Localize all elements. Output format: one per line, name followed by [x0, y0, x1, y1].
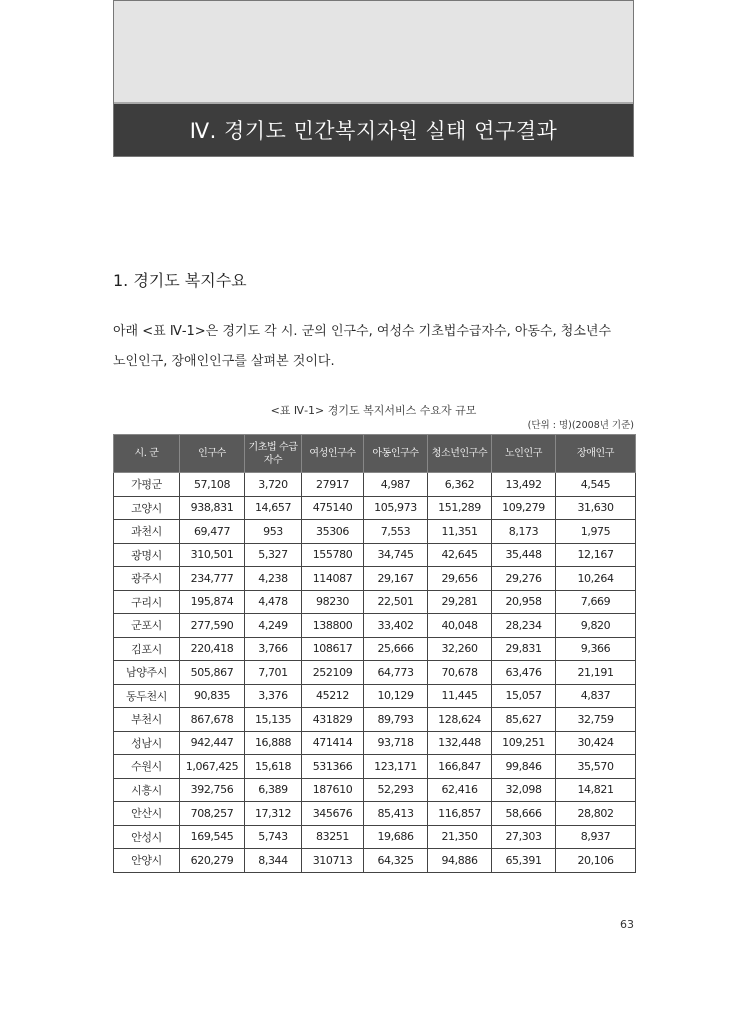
cell-basic-recipients: 3,766 — [245, 637, 302, 661]
cell-disabled: 9,820 — [556, 614, 636, 638]
cell-population: 195,874 — [180, 590, 245, 614]
table-row — [114, 731, 636, 755]
cell-women: 345676 — [302, 802, 364, 826]
cell-elderly: 20,958 — [492, 590, 556, 614]
table-row — [114, 637, 636, 661]
cell-region: 광주시 — [114, 567, 180, 591]
cell-region: 군포시 — [114, 614, 180, 638]
cell-women: 27917 — [302, 473, 364, 497]
cell-youth: 32,260 — [428, 637, 492, 661]
cell-population: 90,835 — [180, 684, 245, 708]
cell-women: 83251 — [302, 825, 364, 849]
cell-basic-recipients: 4,249 — [245, 614, 302, 638]
cell-elderly: 63,476 — [492, 661, 556, 685]
cell-children: 52,293 — [364, 778, 428, 802]
cell-youth: 116,857 — [428, 802, 492, 826]
table-row — [114, 567, 636, 591]
cell-youth: 132,448 — [428, 731, 492, 755]
table-row — [114, 520, 636, 544]
table-unit-note: (단위 : 명)(2008년 기준) — [527, 420, 634, 431]
cell-youth: 21,350 — [428, 825, 492, 849]
cell-disabled: 28,802 — [556, 802, 636, 826]
cell-elderly: 32,098 — [492, 778, 556, 802]
cell-disabled: 4,837 — [556, 684, 636, 708]
cell-women: 252109 — [302, 661, 364, 685]
cell-elderly: 29,276 — [492, 567, 556, 591]
chapter-title: Ⅳ. 경기도 민간복지자원 실태 연구결과 — [114, 102, 633, 156]
cell-basic-recipients: 17,312 — [245, 802, 302, 826]
cell-region: 성남시 — [114, 731, 180, 755]
cell-region: 시흥시 — [114, 778, 180, 802]
cell-population: 392,756 — [180, 778, 245, 802]
table-row — [114, 496, 636, 520]
cell-region: 고양시 — [114, 496, 180, 520]
cell-children: 4,987 — [364, 473, 428, 497]
table-row — [114, 661, 636, 685]
cell-basic-recipients: 15,618 — [245, 755, 302, 779]
cell-women: 471414 — [302, 731, 364, 755]
table-row — [114, 849, 636, 873]
cell-disabled: 21,191 — [556, 661, 636, 685]
cell-youth: 166,847 — [428, 755, 492, 779]
cell-region: 동두천시 — [114, 684, 180, 708]
cell-women: 138800 — [302, 614, 364, 638]
cell-disabled: 14,821 — [556, 778, 636, 802]
cell-youth: 29,656 — [428, 567, 492, 591]
cell-region: 수원시 — [114, 755, 180, 779]
cell-elderly: 29,831 — [492, 637, 556, 661]
table-row — [114, 708, 636, 732]
cell-elderly: 13,492 — [492, 473, 556, 497]
cell-women: 475140 — [302, 496, 364, 520]
table-header-row — [114, 435, 636, 473]
cell-women: 98230 — [302, 590, 364, 614]
cell-youth: 29,281 — [428, 590, 492, 614]
cell-children: 85,413 — [364, 802, 428, 826]
cell-disabled: 9,366 — [556, 637, 636, 661]
cell-women: 155780 — [302, 543, 364, 567]
cell-basic-recipients: 8,344 — [245, 849, 302, 873]
cell-population: 277,590 — [180, 614, 245, 638]
cell-women: 187610 — [302, 778, 364, 802]
cell-elderly: 27,303 — [492, 825, 556, 849]
cell-region: 과천시 — [114, 520, 180, 544]
intro-paragraph — [113, 317, 637, 377]
table-row — [114, 802, 636, 826]
cell-basic-recipients: 953 — [245, 520, 302, 544]
cell-region: 안산시 — [114, 802, 180, 826]
cell-elderly: 65,391 — [492, 849, 556, 873]
cell-population: 708,257 — [180, 802, 245, 826]
cell-basic-recipients: 5,327 — [245, 543, 302, 567]
cell-region: 안성시 — [114, 825, 180, 849]
cell-disabled: 30,424 — [556, 731, 636, 755]
cell-region: 가평군 — [114, 473, 180, 497]
page-number: 63 — [620, 918, 634, 931]
cell-disabled: 10,264 — [556, 567, 636, 591]
cell-basic-recipients: 3,720 — [245, 473, 302, 497]
cell-elderly: 8,173 — [492, 520, 556, 544]
cell-youth: 70,678 — [428, 661, 492, 685]
table-row — [114, 778, 636, 802]
cell-elderly: 109,279 — [492, 496, 556, 520]
col-header-basic-recipients — [245, 435, 302, 473]
cell-region: 구리시 — [114, 590, 180, 614]
cell-basic-recipients: 16,888 — [245, 731, 302, 755]
table-row — [114, 755, 636, 779]
cell-youth: 151,289 — [428, 496, 492, 520]
cell-population: 169,545 — [180, 825, 245, 849]
cell-population: 220,418 — [180, 637, 245, 661]
table-row — [114, 684, 636, 708]
cell-basic-recipients: 4,478 — [245, 590, 302, 614]
cell-women: 114087 — [302, 567, 364, 591]
cell-population: 867,678 — [180, 708, 245, 732]
col-header-youth: 청소년인구수 — [428, 435, 492, 473]
cell-region: 남양주시 — [114, 661, 180, 685]
intro-line-1: 아래 <표 Ⅳ-1>은 경기도 각 시. 군의 인구수, 여성수 기초법수급자수, 아동수, 청소년수 — [113, 324, 612, 339]
cell-women: 531366 — [302, 755, 364, 779]
col-header-disabled: 장애인구 — [556, 435, 636, 473]
table-row — [114, 614, 636, 638]
cell-elderly: 35,448 — [492, 543, 556, 567]
col-header-region: 시. 군 — [114, 435, 180, 473]
cell-basic-recipients: 14,657 — [245, 496, 302, 520]
cell-women: 45212 — [302, 684, 364, 708]
cell-youth: 62,416 — [428, 778, 492, 802]
cell-basic-recipients: 5,743 — [245, 825, 302, 849]
cell-disabled: 4,545 — [556, 473, 636, 497]
cell-basic-recipients: 15,135 — [245, 708, 302, 732]
cell-children: 33,402 — [364, 614, 428, 638]
cell-basic-recipients: 6,389 — [245, 778, 302, 802]
col-header-population: 인구수 — [180, 435, 245, 473]
cell-basic-recipients: 7,701 — [245, 661, 302, 685]
chapter-header — [113, 0, 634, 157]
cell-disabled: 31,630 — [556, 496, 636, 520]
section-title: 1. 경기도 복지수요 — [113, 271, 247, 290]
cell-region: 광명시 — [114, 543, 180, 567]
table-caption: <표 Ⅳ-1> 경기도 복지서비스 수요자 규모 — [270, 404, 477, 417]
cell-population: 505,867 — [180, 661, 245, 685]
cell-disabled: 1,975 — [556, 520, 636, 544]
cell-disabled: 7,669 — [556, 590, 636, 614]
cell-disabled: 35,570 — [556, 755, 636, 779]
cell-youth: 94,886 — [428, 849, 492, 873]
cell-youth: 11,445 — [428, 684, 492, 708]
cell-elderly: 85,627 — [492, 708, 556, 732]
cell-population: 57,108 — [180, 473, 245, 497]
cell-children: 64,773 — [364, 661, 428, 685]
cell-elderly: 15,057 — [492, 684, 556, 708]
cell-basic-recipients: 3,376 — [245, 684, 302, 708]
cell-elderly: 109,251 — [492, 731, 556, 755]
cell-population: 69,477 — [180, 520, 245, 544]
cell-region: 안양시 — [114, 849, 180, 873]
table-body — [114, 473, 636, 873]
cell-children: 89,793 — [364, 708, 428, 732]
cell-disabled: 8,937 — [556, 825, 636, 849]
cell-children: 10,129 — [364, 684, 428, 708]
col-header-elderly: 노인인구 — [492, 435, 556, 473]
cell-population: 234,777 — [180, 567, 245, 591]
col-header-basic-recipients-label: 기초법 수급자수 — [248, 441, 298, 466]
cell-population: 1,067,425 — [180, 755, 245, 779]
table-row — [114, 590, 636, 614]
table-row — [114, 543, 636, 567]
cell-children: 93,718 — [364, 731, 428, 755]
cell-population: 938,831 — [180, 496, 245, 520]
col-header-children: 아동인구수 — [364, 435, 428, 473]
cell-youth: 42,645 — [428, 543, 492, 567]
cell-region: 부천시 — [114, 708, 180, 732]
welfare-demand-table — [113, 434, 636, 873]
cell-children: 123,171 — [364, 755, 428, 779]
cell-population: 620,279 — [180, 849, 245, 873]
cell-women: 431829 — [302, 708, 364, 732]
cell-children: 25,666 — [364, 637, 428, 661]
cell-elderly: 99,846 — [492, 755, 556, 779]
cell-disabled: 12,167 — [556, 543, 636, 567]
cell-youth: 6,362 — [428, 473, 492, 497]
cell-youth: 40,048 — [428, 614, 492, 638]
cell-disabled: 20,106 — [556, 849, 636, 873]
cell-region: 김포시 — [114, 637, 180, 661]
cell-children: 19,686 — [364, 825, 428, 849]
cell-basic-recipients: 4,238 — [245, 567, 302, 591]
cell-women: 310713 — [302, 849, 364, 873]
cell-children: 105,973 — [364, 496, 428, 520]
cell-population: 942,447 — [180, 731, 245, 755]
cell-population: 310,501 — [180, 543, 245, 567]
col-header-women: 여성인구수 — [302, 435, 364, 473]
cell-elderly: 28,234 — [492, 614, 556, 638]
cell-children: 64,325 — [364, 849, 428, 873]
cell-women: 35306 — [302, 520, 364, 544]
cell-children: 7,553 — [364, 520, 428, 544]
table-row — [114, 825, 636, 849]
cell-elderly: 58,666 — [492, 802, 556, 826]
cell-youth: 128,624 — [428, 708, 492, 732]
cell-disabled: 32,759 — [556, 708, 636, 732]
cell-children: 22,501 — [364, 590, 428, 614]
cell-youth: 11,351 — [428, 520, 492, 544]
cell-women: 108617 — [302, 637, 364, 661]
cell-children: 29,167 — [364, 567, 428, 591]
cell-children: 34,745 — [364, 543, 428, 567]
intro-line-2: 노인인구, 장애인인구를 살펴본 것이다. — [113, 354, 335, 369]
table-row — [114, 473, 636, 497]
